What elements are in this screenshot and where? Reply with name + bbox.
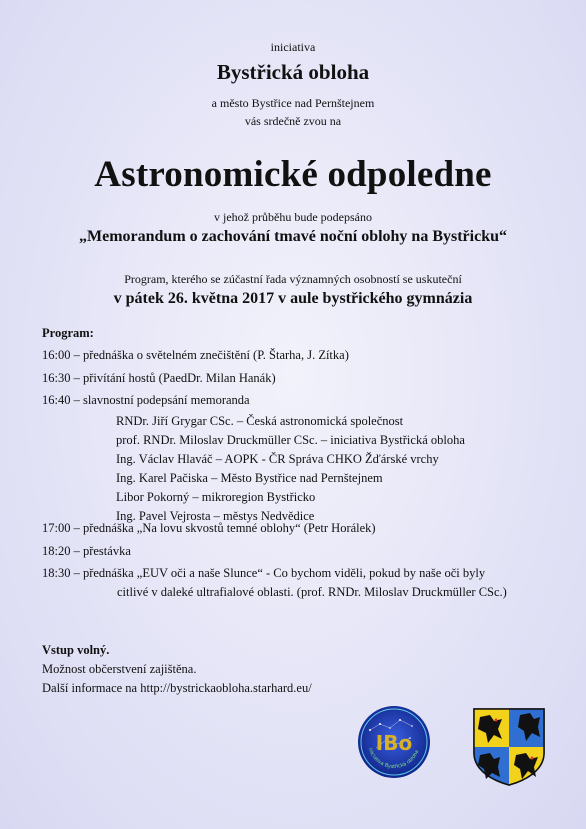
organization-name: Bystřická obloha — [216, 60, 370, 84]
intro-line-invite: vás srdečně zvou na — [244, 114, 342, 128]
signatory: Ing. Václav Hlaváč – AOPK - ČR Správa CHKO Žďárské vrchy — [116, 452, 439, 466]
signatory: prof. RNDr. Miloslav Druckmüller CSc. – iniciativa Bystřická obloha — [116, 433, 465, 447]
event-date: v pátek 26. května 2017 v aule bystřického gymnázia — [113, 290, 473, 307]
signatory: Libor Pokorný – mikroregion Bystřicko — [116, 490, 316, 504]
refreshment-note: Možnost občerstvení zajištěna. — [42, 662, 197, 676]
intro-line-initiative: iniciativa — [270, 40, 316, 54]
signatory: Ing. Pavel Vejrosta – městys Nedvědice — [116, 509, 315, 523]
ibo-logo-ring-text: iniciativa Bystřická obloha — [366, 747, 421, 771]
program-item-continuation: citlivé v daleké ultrafialové oblasti. (prof. RNDr. Miloslav Druckmüller CSc.) — [117, 585, 507, 599]
program-item: 16:40 – slavnostní podepsání memoranda — [42, 393, 250, 407]
program-item: 18:30 – přednáška „EUV oči a naše Slunce“ - Co bychom viděli, pokud by naše oči byly — [42, 566, 486, 580]
program-item: 16:30 – přivítání hostů (PaedDr. Milan Hanák) — [42, 371, 276, 385]
program-heading: Program: — [42, 326, 94, 340]
event-title: Astronomické odpoledne — [94, 154, 492, 195]
coat-of-arms-icon — [472, 707, 546, 787]
program-item: 16:00 – přednáška o světelném znečištění (P. Štarha, J. Zítka) — [42, 348, 349, 362]
signatory: Ing. Karel Pačiska – Město Bystřice nad Pernštejnem — [116, 471, 383, 485]
intro-line-town: a město Bystřice nad Pernštejnem — [211, 96, 375, 110]
memorandum-title: „Memorandum o zachování tmavé noční oblohy na Bystřicku“ — [78, 228, 507, 245]
memorandum-intro: v jehož průběhu bude podepsáno — [214, 210, 372, 224]
program-item: 18:20 – přestávka — [42, 544, 131, 558]
info-link[interactable]: Další informace na http://bystrickaobloha.starhard.eu/ — [42, 681, 312, 695]
program-item: 17:00 – přednáška „Na lovu skvostů temné oblohy“ (Petr Horálek) — [42, 521, 376, 535]
signatory: RNDr. Jiří Grygar CSc. – Česká astronomická společnost — [116, 414, 404, 428]
entry-note: Vstup volný. — [42, 643, 110, 657]
ibo-logo-icon — [356, 704, 432, 780]
program-intro: Program, kterého se zúčastní řada významných osobností se uskuteční — [124, 272, 462, 286]
ibo-logo-text: IBo — [375, 731, 413, 755]
